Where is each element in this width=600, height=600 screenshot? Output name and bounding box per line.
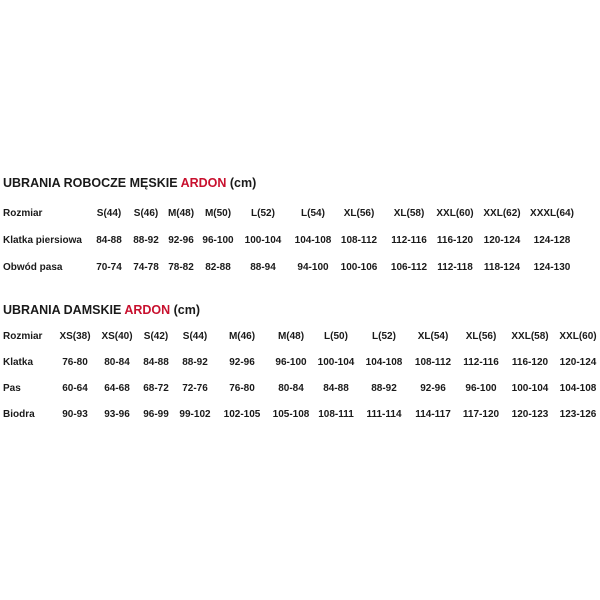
women-table-cell: XL(54) <box>417 331 449 342</box>
women-row-label: Klatka <box>3 357 34 368</box>
women-table-cell: 96-100 <box>275 357 307 368</box>
men-table-cell: L(52) <box>251 208 275 219</box>
women-row-label: Biodra <box>3 409 35 420</box>
women-table-cell: 96-99 <box>143 409 169 420</box>
men-table-cell: S(44) <box>96 208 122 219</box>
women-table-cell: 93-96 <box>104 409 130 420</box>
men-table-cell: 108-112 <box>340 235 378 246</box>
women-table-cell: XL(56) <box>465 331 497 342</box>
women-table-cell: XS(38) <box>59 331 91 342</box>
men-title-brand: ARDON <box>180 176 227 190</box>
women-table-cell: M(48) <box>277 331 305 342</box>
men-table-cell: 112-118 <box>437 262 473 273</box>
women-table-cell: 100-104 <box>317 357 355 368</box>
men-table-cell: 88-94 <box>250 262 276 273</box>
men-row-label: Rozmiar <box>3 208 43 219</box>
men-table-cell: 118-124 <box>483 262 521 273</box>
women-title-prefix: UBRANIA DAMSKIE <box>3 303 122 317</box>
women-table-cell: 114-117 <box>415 409 451 420</box>
men-row-label: Obwód pasa <box>3 262 63 273</box>
women-table-cell: 68-72 <box>143 383 169 394</box>
men-table-cell: S(46) <box>133 208 159 219</box>
women-table-cell: 111-114 <box>366 409 402 420</box>
women-table-cell: 72-76 <box>182 383 208 394</box>
men-table-cell: L(54) <box>301 208 325 219</box>
men-table-cell: XXL(62) <box>483 208 521 219</box>
men-table-cell: 100-106 <box>340 262 378 273</box>
women-table-cell: 88-92 <box>371 383 397 394</box>
men-title-prefix: UBRANIA ROBOCZE MĘSKIE <box>3 176 178 190</box>
men-table-cell: 124-130 <box>533 262 571 273</box>
men-table-cell: 84-88 <box>96 235 122 246</box>
women-table-cell: 60-64 <box>62 383 88 394</box>
women-table-cell: XXL(60) <box>559 331 597 342</box>
men-row-label: Klatka piersiowa <box>3 235 82 246</box>
women-table-cell: 117-120 <box>462 409 500 420</box>
women-row-label: Rozmiar <box>3 331 43 342</box>
women-table-cell: 112-116 <box>463 357 499 368</box>
women-table-cell: 99-102 <box>179 409 211 420</box>
men-table-cell: 106-112 <box>390 262 428 273</box>
men-table-cell: 120-124 <box>483 235 521 246</box>
women-table-cell: L(52) <box>372 331 396 342</box>
women-table-cell: 92-96 <box>229 357 255 368</box>
men-table-cell: M(48) <box>167 208 195 219</box>
women-table-cell: 88-92 <box>182 357 208 368</box>
men-table-cell: 124-128 <box>533 235 571 246</box>
men-table-cell: 104-108 <box>294 235 332 246</box>
women-table-cell: 80-84 <box>104 357 130 368</box>
men-table-cell: 112-116 <box>391 235 427 246</box>
women-table-cell: 104-108 <box>365 357 403 368</box>
men-table-cell: 100-104 <box>244 235 282 246</box>
women-table-cell: 76-80 <box>62 357 88 368</box>
men-table-cell: XL(58) <box>393 208 425 219</box>
women-table-cell: M(46) <box>228 331 256 342</box>
women-table-cell: S(44) <box>182 331 208 342</box>
women-table-cell: 104-108 <box>559 383 597 394</box>
women-table-cell: 90-93 <box>62 409 88 420</box>
men-table-cell: XL(56) <box>343 208 375 219</box>
men-table-cell: 82-88 <box>205 262 231 273</box>
women-table-cell: 108-111 <box>318 409 354 420</box>
women-table-cell: 123-126 <box>559 409 597 420</box>
women-title-brand: ARDON <box>124 303 171 317</box>
men-title-suffix: (cm) <box>229 176 257 190</box>
men-table-cell: 116-120 <box>436 235 474 246</box>
women-table-cell: XS(40) <box>101 331 133 342</box>
women-table-cell: 108-112 <box>414 357 452 368</box>
men-table-cell: 96-100 <box>202 235 234 246</box>
men-table-cell: XXXL(64) <box>530 208 574 219</box>
women-table-cell: 92-96 <box>420 383 446 394</box>
women-table-cell: 84-88 <box>143 357 169 368</box>
men-table-cell: 74-78 <box>133 262 159 273</box>
men-table-cell: 94-100 <box>297 262 329 273</box>
women-table-cell: XXL(58) <box>511 331 549 342</box>
women-table-cell: 100-104 <box>511 383 549 394</box>
women-table-cell: 116-120 <box>511 357 549 368</box>
women-table-cell: 64-68 <box>104 383 130 394</box>
men-section-title <box>3 176 256 190</box>
women-table-cell: 80-84 <box>278 383 304 394</box>
men-table-cell: M(50) <box>204 208 232 219</box>
men-table-cell: 88-92 <box>133 235 159 246</box>
women-table-cell: L(50) <box>324 331 348 342</box>
women-table-cell: 105-108 <box>272 409 310 420</box>
men-table-cell: XXL(60) <box>436 208 474 219</box>
women-table-cell: 102-105 <box>223 409 261 420</box>
men-table-cell: 70-74 <box>96 262 122 273</box>
women-table-cell: 120-124 <box>559 357 597 368</box>
men-table-cell: 92-96 <box>168 235 194 246</box>
women-title-suffix: (cm) <box>173 303 201 317</box>
women-table-cell: 120-123 <box>511 409 549 420</box>
women-table-cell: 76-80 <box>229 383 255 394</box>
women-row-label: Pas <box>3 383 21 394</box>
women-section-title <box>3 303 200 317</box>
women-table-cell: S(42) <box>143 331 169 342</box>
women-table-cell: 96-100 <box>465 383 497 394</box>
women-table-cell: 84-88 <box>323 383 349 394</box>
men-table-cell: 78-82 <box>168 262 194 273</box>
